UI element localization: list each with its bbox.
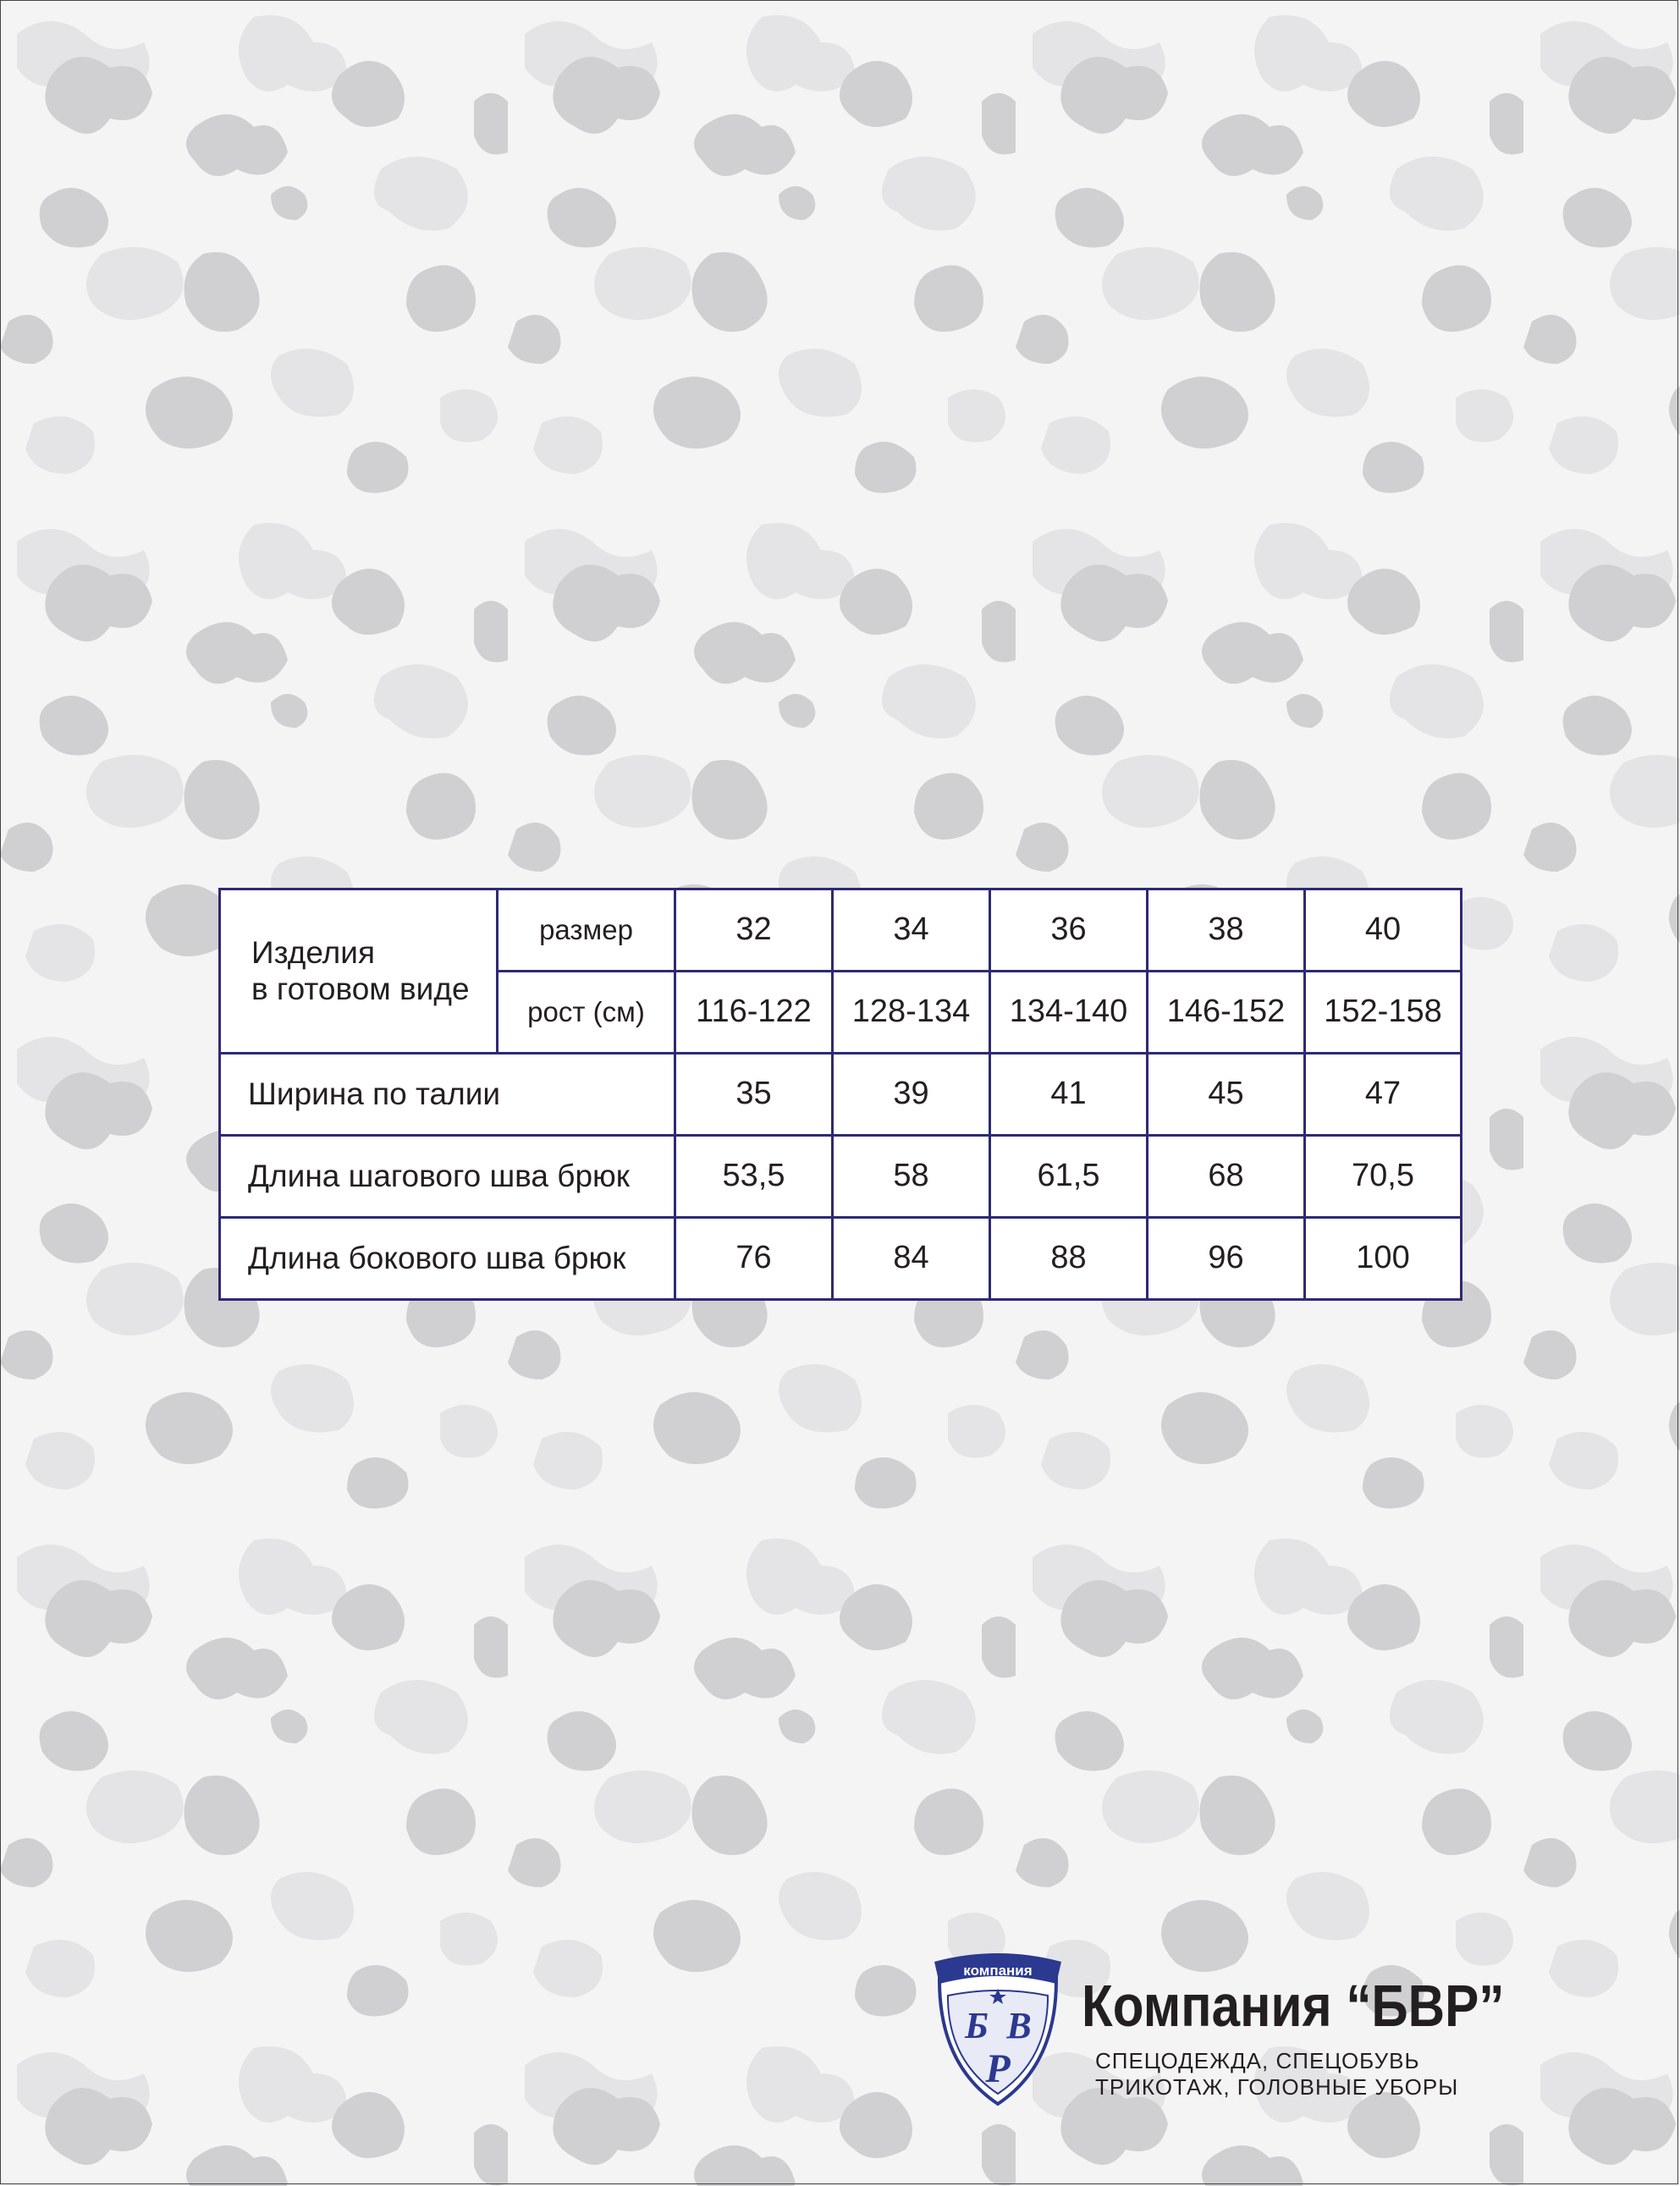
value-cell: 45 <box>1148 1054 1305 1136</box>
size-cell: 40 <box>1305 889 1462 972</box>
table-row-outseam <box>220 1218 1462 1300</box>
row-label: Длина шагового шва брюк <box>220 1136 675 1218</box>
height-label-cell: рост (см) <box>498 972 675 1054</box>
value-cell: 41 <box>990 1054 1148 1136</box>
value-cell: 70,5 <box>1305 1136 1462 1218</box>
row-label: Длина бокового шва брюк <box>220 1218 675 1300</box>
value-cell: 61,5 <box>990 1136 1148 1218</box>
height-cell: 152-158 <box>1305 972 1462 1054</box>
value-cell: 39 <box>833 1054 990 1136</box>
height-cell: 146-152 <box>1148 972 1305 1054</box>
height-cell: 128-134 <box>833 972 990 1054</box>
logo-letter-v: В <box>1006 2005 1032 2046</box>
size-label-cell: размер <box>498 889 675 972</box>
value-cell: 96 <box>1148 1218 1305 1300</box>
value-cell: 53,5 <box>675 1136 833 1218</box>
size-cell: 38 <box>1148 889 1305 972</box>
company-logo-icon <box>929 1946 1066 2107</box>
size-cell: 32 <box>675 889 833 972</box>
value-cell: 47 <box>1305 1054 1462 1136</box>
size-table <box>218 888 1462 1301</box>
table-row-waist <box>220 1054 1462 1136</box>
company-tagline-line2: ТРИКОТАЖ, ГОЛОВНЫЕ УБОРЫ <box>1095 2074 1459 2100</box>
value-cell: 58 <box>833 1136 990 1218</box>
logo-letter-r: Р <box>985 2046 1011 2091</box>
value-cell: 76 <box>675 1218 833 1300</box>
company-name: Компания “БВР” <box>1082 1973 1505 2039</box>
product-header-line2: в готовом виде <box>251 971 470 1006</box>
value-cell: 100 <box>1305 1218 1462 1300</box>
table-row-inseam <box>220 1136 1462 1218</box>
product-header-cell <box>220 889 498 1054</box>
value-cell: 68 <box>1148 1136 1305 1218</box>
value-cell: 35 <box>675 1054 833 1136</box>
height-cell: 116-122 <box>675 972 833 1054</box>
logo-letter-b: Б <box>965 2005 989 2046</box>
product-header-line1: Изделия <box>251 934 375 970</box>
logo-text: компания <box>963 1963 1033 1979</box>
size-row <box>220 889 1462 972</box>
size-cell: 34 <box>833 889 990 972</box>
row-label: Ширина по талии <box>220 1054 675 1136</box>
value-cell: 88 <box>990 1218 1148 1300</box>
value-cell: 84 <box>833 1218 990 1300</box>
company-tagline-line1: СПЕЦОДЕЖДА, СПЕЦОБУВЬ <box>1095 2048 1420 2073</box>
height-cell: 134-140 <box>990 972 1148 1054</box>
size-cell: 36 <box>990 889 1148 972</box>
